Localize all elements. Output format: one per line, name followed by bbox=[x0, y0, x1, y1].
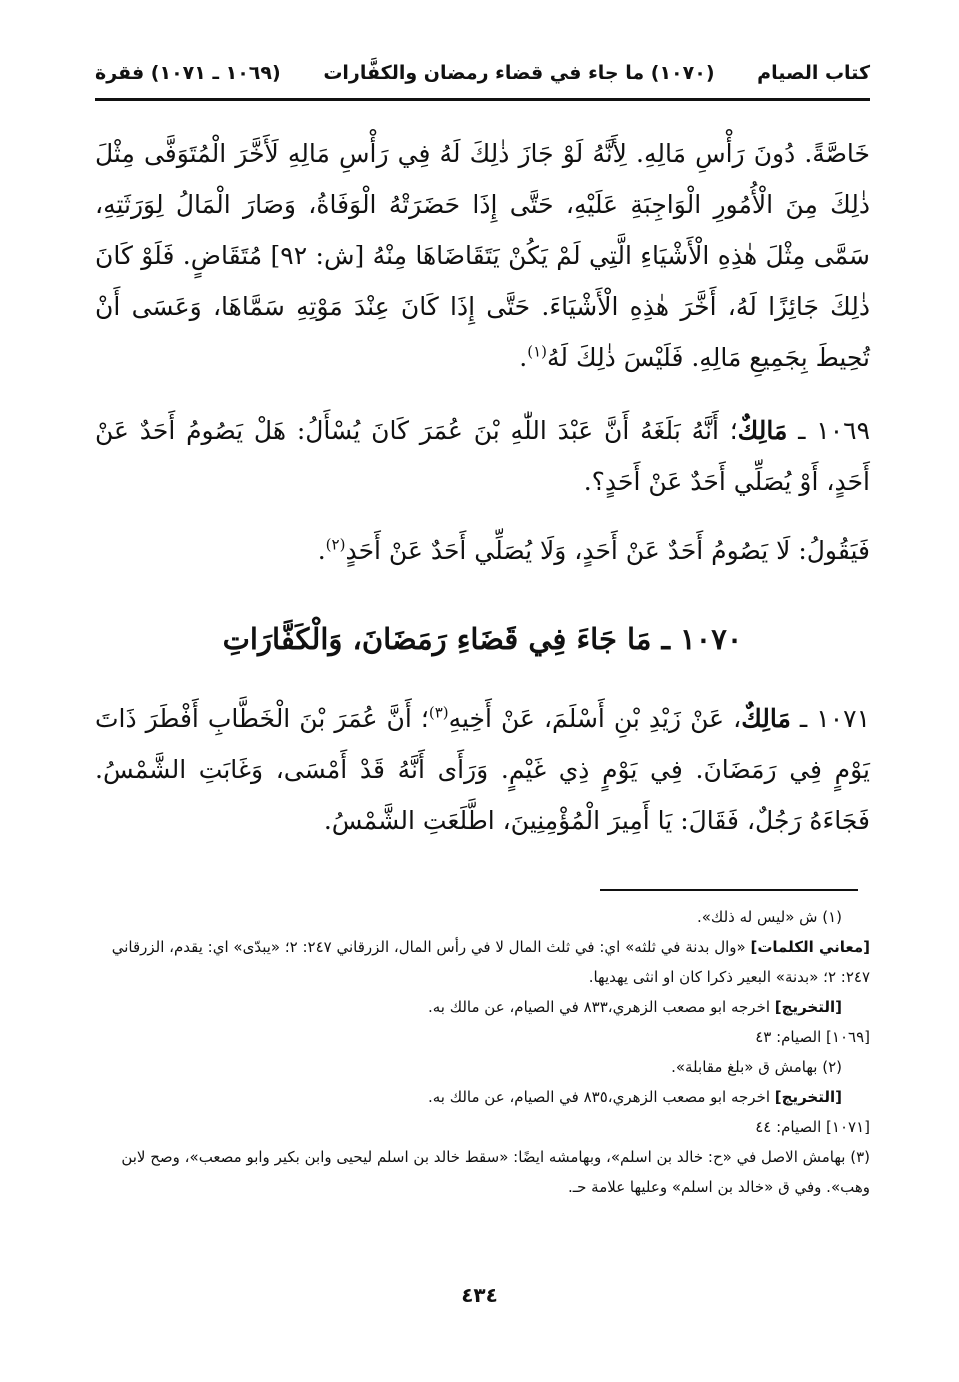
footnote-1-vocabulary bbox=[95, 932, 870, 992]
hadith-text: ؛ أَنَّهُ بَلَغَهُ أَنَّ عَبْدَ اللّٰهِ بْنَ عُمَرَ كَانَ يُسْأَلُ: هَلْ يَصُومُ أَحَدٌ عَنْ أَحَدٍ، أَوْ يُصَلِّي أَحَدٌ عَنْ أَحَدٍ؟. bbox=[95, 416, 870, 496]
main-text bbox=[95, 128, 870, 846]
header-paragraph-range: (١٠٦٩ ـ ١٠٧١) فقرة bbox=[95, 62, 281, 84]
footnote-marker: (٣) bbox=[428, 703, 449, 722]
takhrij-text: اخرجه ابو مصعب الزهري،٨٣٥ في الصيام، عن مالك به. bbox=[427, 1088, 775, 1106]
footnote-1-takhrij bbox=[95, 992, 870, 1022]
hadith-number: ١٠٦٩ ـ bbox=[787, 416, 870, 445]
running-header bbox=[95, 48, 870, 101]
header-chapter-title: (١٠٧٠) ما جاء في قضاء رمضان والكفَّارات bbox=[323, 62, 715, 84]
hadith-answer bbox=[95, 525, 870, 576]
page-number: ٤٣٤ bbox=[461, 1283, 498, 1307]
header-book-title: كتاب الصيام bbox=[757, 62, 870, 84]
narrator-name: مَالِكٌ bbox=[741, 704, 791, 733]
takhrij-label: [التخريج] bbox=[774, 1088, 842, 1106]
hadith-text: ؛ أَنَّ عُمَرَ بْنَ الْخَطَّابِ أَفْطَرَ ذَاتَ يَوْمٍ فِي رَمَضَانَ. فِي يَوْمٍ ذِي غَيْمٍ. وَرَأَى أَنَّهُ قَدْ أَمْسَى، وَغَابَتِ الشَّمْسُ. فَجَاءَهُ رَجُلٌ، فَقَالَ: يَا أَمِيرَ الْمُؤْمِنِينَ، اطَّلَعَتِ الشَّمْسُ. bbox=[95, 704, 870, 835]
vocab-label: [معاني الكلمات] bbox=[750, 938, 870, 956]
cross-reference-1069: [١٠٦٩] الصيام: ٤٣ bbox=[755, 1028, 870, 1046]
footnote-2-takhrij bbox=[95, 1082, 870, 1112]
takhrij-text: اخرجه ابو مصعب الزهري،٨٣٣ في الصيام، عن مالك به. bbox=[427, 998, 775, 1016]
footnote-3: (٣) بهامش الاصل في «ح: خالد بن اسلم»، وبهامشه ايضًا: «سقط خالد بن اسلم ليحيى وابن بكير وابو مصعب»، وصح لابن وهب». وفي ق «خالد بن اسلم» وعليها علامة حـ. bbox=[121, 1148, 870, 1196]
footnotes bbox=[95, 902, 870, 1202]
hadith-number: ١٠٧١ ـ bbox=[790, 704, 871, 733]
footnote-1: (١) ش «ليس له ذلك». bbox=[696, 908, 842, 926]
hadith-isnad: ، عَنْ زَيْدِ بْنِ أَسْلَمَ، عَنْ أَخِيهِ bbox=[448, 704, 742, 733]
footnote-marker: (٢) bbox=[325, 535, 346, 554]
takhrij-label: [التخريج] bbox=[774, 998, 842, 1016]
answer-end: . bbox=[317, 536, 326, 565]
paragraph-text: خَاصَّةً. دُونَ رَأْسِ مَالِهِ. لِأَنَّهُ لَوْ جَازَ ذٰلِكَ لَهُ فِي رَأْسِ مَالِهِ لَأَخَّرَ الْمُتَوَفَّى مِثْلَ ذٰلِكَ مِنَ الْأُمُورِ الْوَاجِبَةِ عَلَيْهِ، حَتَّى إِذَا حَضَرَتْهُ الْوَفَاةُ، وَصَارَ الْمَالُ لِوَرَثَتِهِ، سَمَّى مِثْلَ هٰذِهِ الْأَشْيَاءِ الَّتِي لَمْ يَكُنْ يَتَقَاضَاهَا مِنْهُ [ش: ٩٢] مُتَقَاضٍ. فَلَوْ كَانَ ذٰلِكَ جَائِزًا لَهُ، أَخَّرَ هٰذِهِ الْأَشْيَاءَ. حَتَّى إِذَا كَانَ عِنْدَ مَوْتِهِ سَمَّاهَا، وَعَسَى أَنْ تُحِيطَ بِجَمِيعِ مَالِهِ. فَلَيْسَ ذٰلِكَ لَهُ bbox=[95, 139, 871, 372]
vocab-text: «وال بدنة في ثلثه» اي: في ثلث المال لا في رأس المال، الزرقاني ٢٤٧: ٢؛ «يبدّى» اي: يقدم، الزرقاني ٢٤٧: ٢؛ «بدنة» البعير ذكرا كان او انثى يهديها. bbox=[111, 938, 870, 986]
chapter-heading: ١٠٧٠ ـ مَا جَاءَ فِي قَضَاءِ رَمَضَانَ، وَالْكَفَّارَاتِ bbox=[222, 622, 743, 656]
footnote-2: (٢) بهامش ق «بلغ مقابلة». bbox=[671, 1058, 842, 1076]
hadith-1069 bbox=[95, 405, 870, 507]
narrator-name: مَالِكٌ bbox=[737, 416, 788, 445]
cross-reference-1071: [١٠٧١] الصيام: ٤٤ bbox=[755, 1118, 870, 1136]
footnote-separator bbox=[600, 889, 858, 891]
answer-text: فَيَقُولُ: لَا يَصُومُ أَحَدٌ عَنْ أَحَدٍ، وَلَا يُصَلِّي أَحَدٌ عَنْ أَحَدٍ bbox=[345, 536, 870, 565]
hadith-1071 bbox=[95, 693, 870, 846]
footnote-marker: (١) bbox=[527, 342, 548, 361]
paragraph-continuation bbox=[95, 128, 870, 383]
paragraph-end: . bbox=[519, 343, 528, 372]
